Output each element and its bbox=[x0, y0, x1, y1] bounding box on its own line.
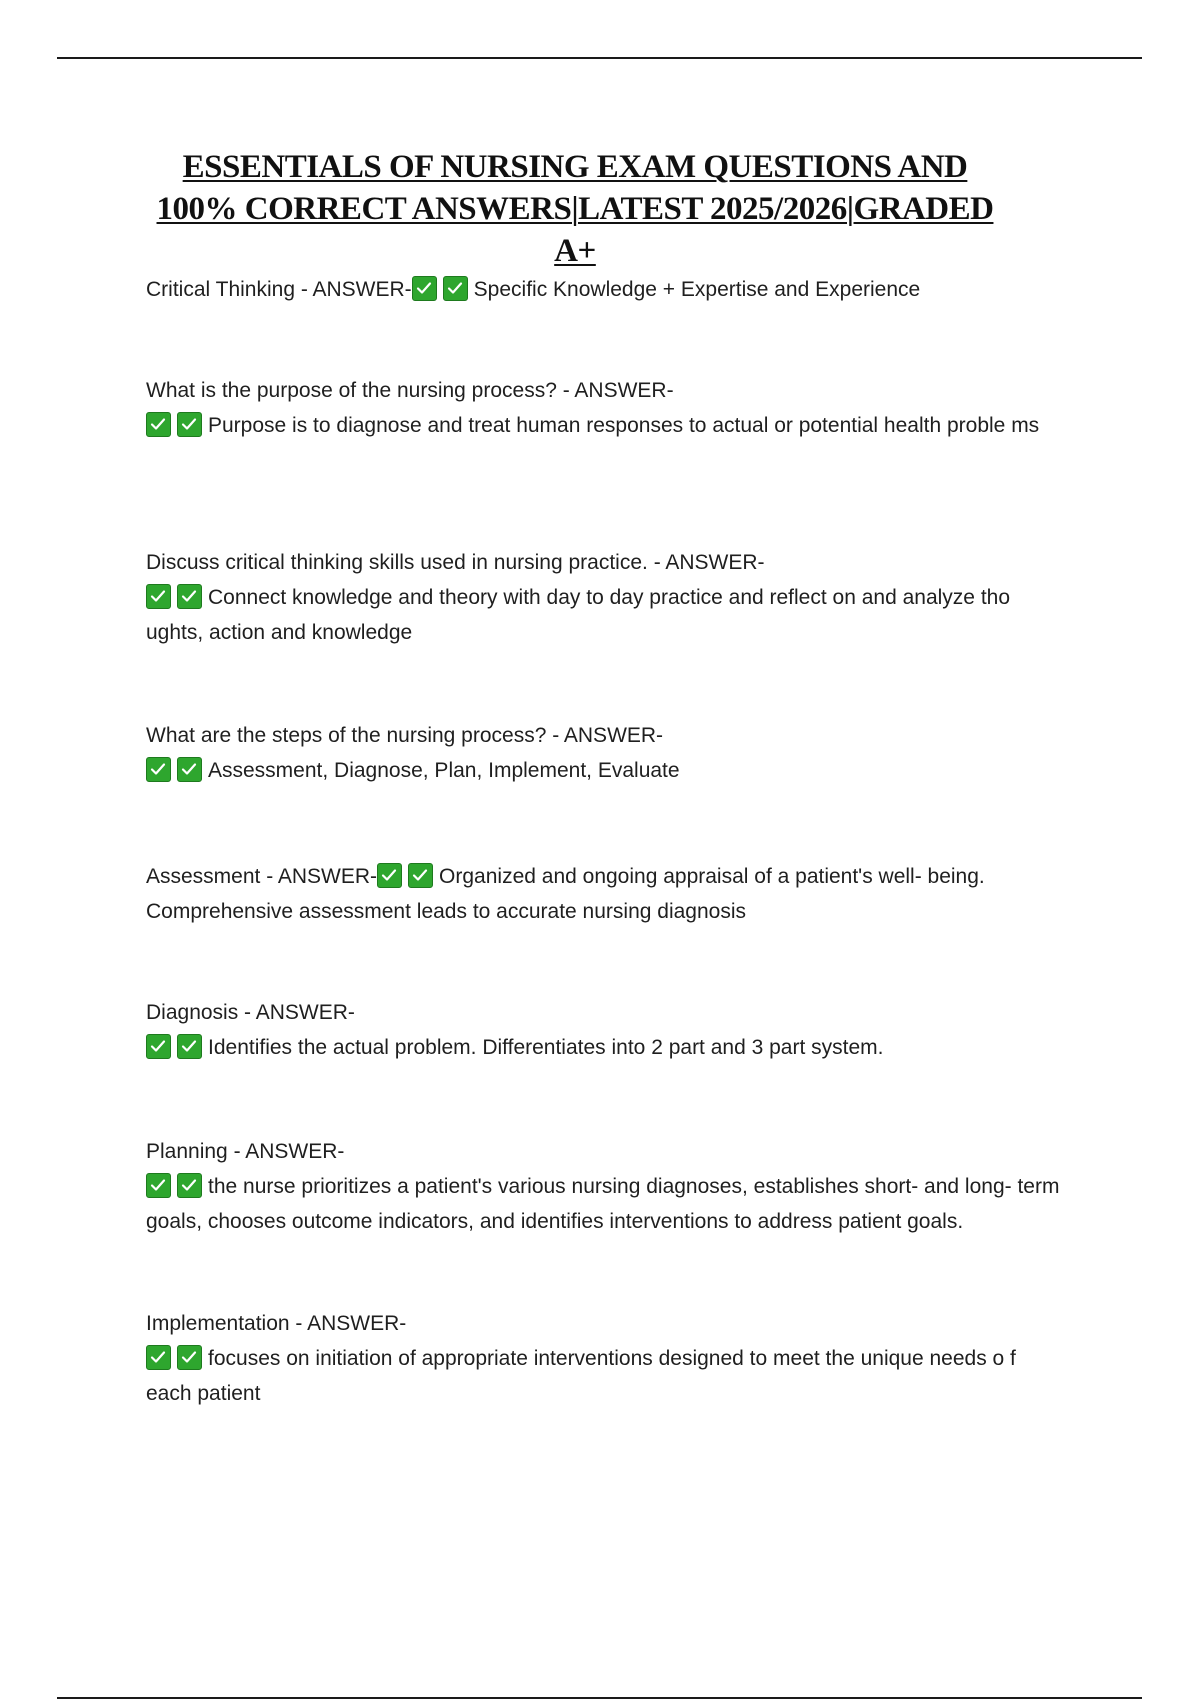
qa-item bbox=[146, 1134, 1066, 1239]
question-text: Assessment - ANSWER- bbox=[146, 865, 378, 888]
answer-marker bbox=[146, 1175, 208, 1198]
answer-marker bbox=[377, 865, 439, 888]
check-box-icon bbox=[146, 757, 171, 782]
answer-text: Connect knowledge and theory with day to day practice and reflect on and analyze tho ughts, action and knowledge bbox=[146, 586, 1011, 644]
answer-text: Identifies the actual problem. Differentiates into 2 part and 3 part system. bbox=[208, 1036, 884, 1059]
qa-line bbox=[146, 859, 1066, 929]
answer-text: Specific Knowledge + Expertise and Experience bbox=[473, 278, 921, 301]
check-box-icon bbox=[177, 584, 202, 609]
check-box-icon bbox=[146, 584, 171, 609]
check-box-icon bbox=[146, 1173, 171, 1198]
answer-text: Purpose is to diagnose and treat human responses to actual or potential health proble ms bbox=[208, 414, 1040, 437]
answer-line bbox=[146, 753, 1066, 788]
answer-text: the nurse prioritizes a patient's various nursing diagnoses, establishes short- and long- term goals, chooses outcome indicators, and identifies interventions to address patient goals. bbox=[146, 1175, 1060, 1233]
answer-line bbox=[146, 580, 1066, 650]
check-box-icon bbox=[408, 863, 433, 888]
question-text: What is the purpose of the nursing process? - ANSWER- bbox=[146, 379, 674, 402]
answer-marker bbox=[146, 1347, 208, 1370]
check-box-icon bbox=[443, 276, 468, 301]
check-box-icon bbox=[146, 412, 171, 437]
answer-marker bbox=[146, 586, 208, 609]
check-box-icon bbox=[177, 1034, 202, 1059]
qa-item bbox=[146, 373, 1066, 443]
check-box-icon bbox=[177, 1345, 202, 1370]
qa-item bbox=[146, 545, 1066, 650]
check-box-icon bbox=[146, 1345, 171, 1370]
answer-marker bbox=[412, 278, 474, 301]
answer-line bbox=[146, 1030, 1066, 1065]
answer-marker bbox=[146, 414, 208, 437]
check-box-icon bbox=[177, 757, 202, 782]
check-box-icon bbox=[177, 412, 202, 437]
qa-item bbox=[146, 859, 1066, 929]
question-text: What are the steps of the nursing process? - ANSWER- bbox=[146, 724, 664, 747]
footer-rule bbox=[57, 1697, 1142, 1699]
check-box-icon bbox=[146, 1034, 171, 1059]
answer-line bbox=[146, 408, 1066, 443]
qa-line bbox=[146, 272, 1066, 307]
answer-marker bbox=[146, 759, 208, 782]
check-box-icon bbox=[177, 1173, 202, 1198]
check-box-icon bbox=[377, 863, 402, 888]
answer-text: focuses on initiation of appropriate interventions designed to meet the unique needs o f each patient bbox=[146, 1347, 1016, 1405]
question-text: Implementation - ANSWER- bbox=[146, 1312, 407, 1335]
qa-item bbox=[146, 718, 1066, 788]
answer-text: Assessment, Diagnose, Plan, Implement, Evaluate bbox=[208, 759, 680, 782]
answer-line bbox=[146, 1169, 1066, 1239]
question-text: Planning - ANSWER- bbox=[146, 1140, 345, 1163]
qa-item bbox=[146, 1306, 1066, 1411]
question-text: Discuss critical thinking skills used in nursing practice. - ANSWER- bbox=[146, 551, 765, 574]
qa-item bbox=[146, 995, 1066, 1065]
header-rule bbox=[57, 57, 1142, 59]
qa-item bbox=[146, 272, 1066, 307]
question-text: Critical Thinking - ANSWER- bbox=[146, 278, 412, 301]
document-title: ESSENTIALS OF NURSING EXAM QUESTIONS AND 100% CORRECT ANSWERS|LATEST 2025/2026|GRADED A+ bbox=[156, 149, 994, 269]
answer-line bbox=[146, 1341, 1066, 1411]
question-text: Diagnosis - ANSWER- bbox=[146, 1001, 355, 1024]
check-box-icon bbox=[412, 276, 437, 301]
answer-text: Organized and ongoing appraisal of a patient's well- being. Comprehensive assessment leads to accurate nursing diagnosis bbox=[146, 865, 985, 923]
answer-marker bbox=[146, 1036, 208, 1059]
